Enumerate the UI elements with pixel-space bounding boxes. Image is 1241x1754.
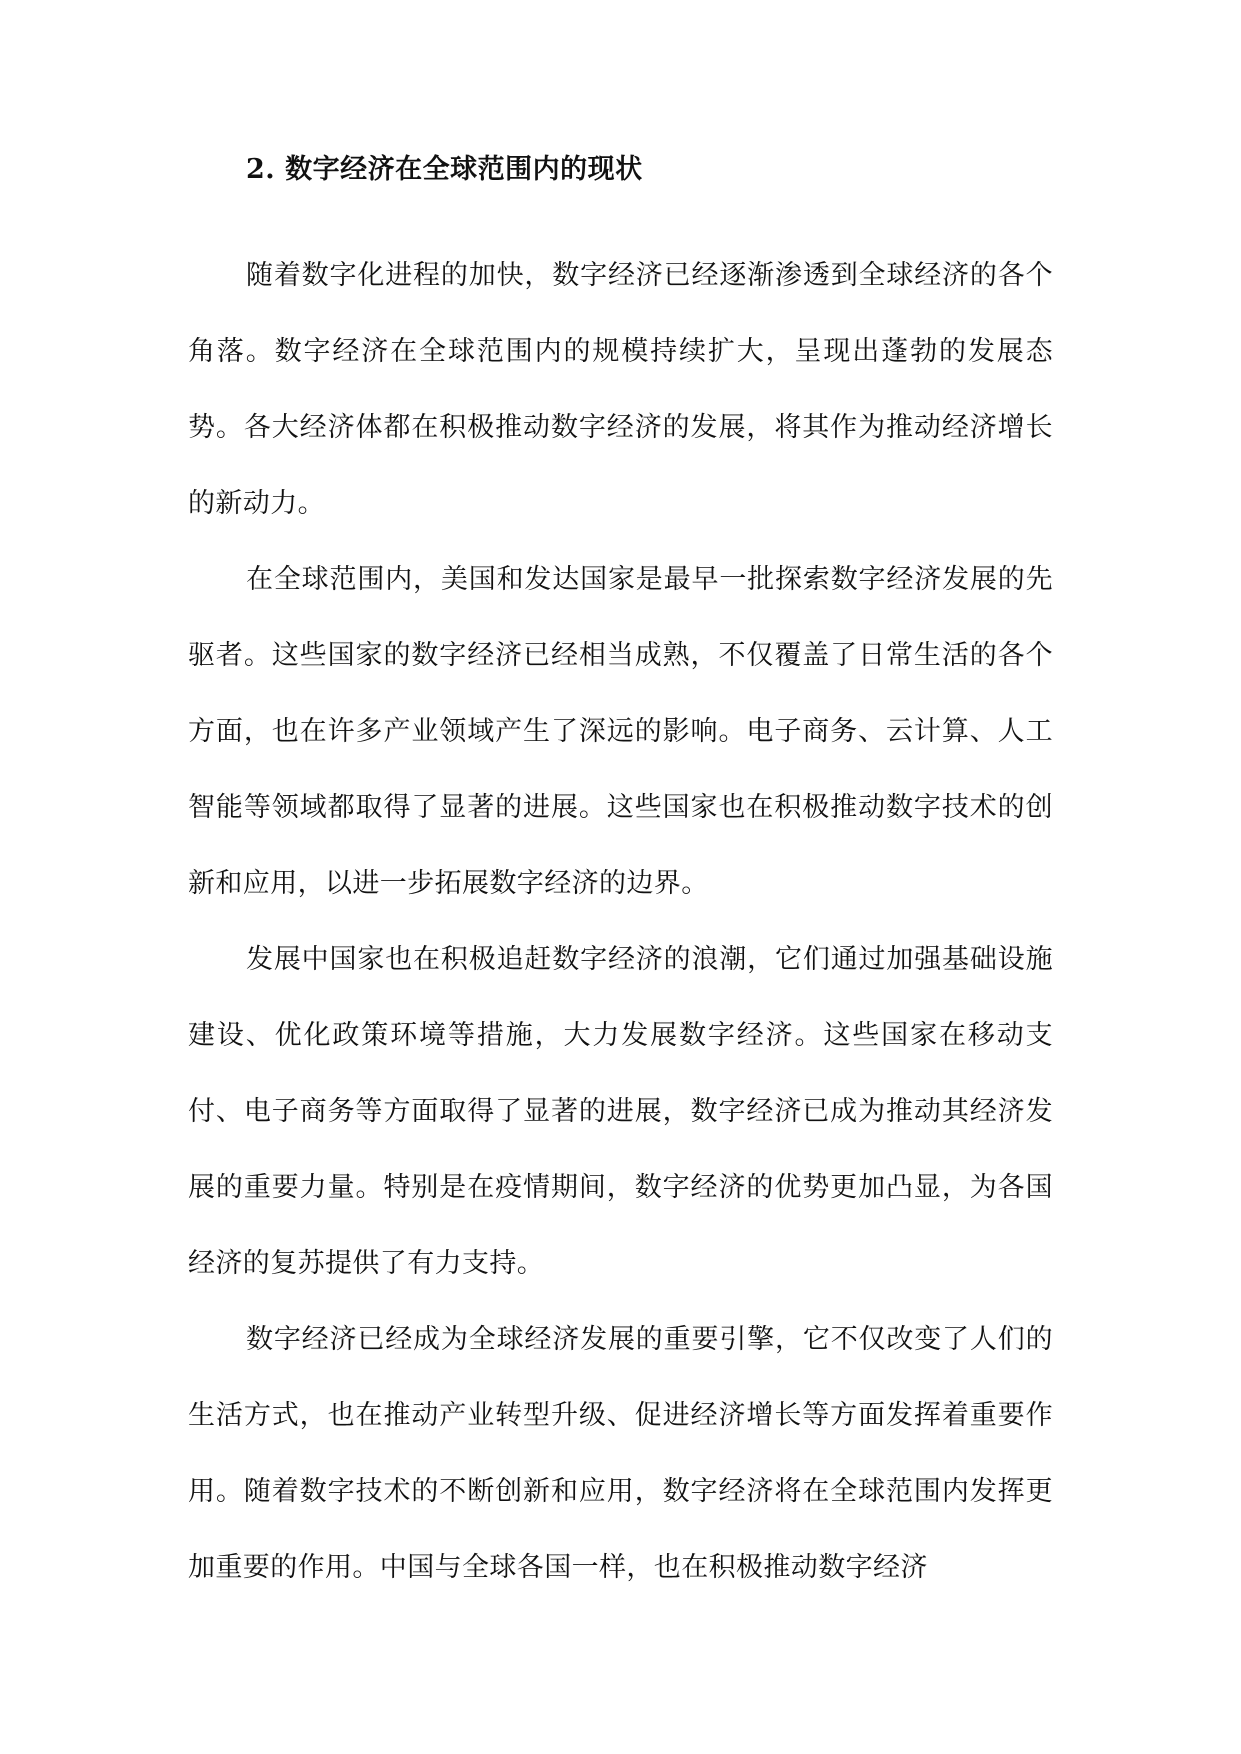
body-paragraph-4: 数字经济已经成为全球经济发展的重要引擎，它不仅改变了人们的生活方式，也在推动产业转型升级、促进经济增长等方面发挥着重要作用。随着数字技术的不断创新和应用，数字经济将在全球范围内发挥更加重要的作用。中国与全球各国一样，也在积极推动数字经济 (188, 1324, 1053, 1583)
section-heading: 2. 数字经济在全球范围内的现状 (246, 154, 643, 185)
body-paragraph-3: 发展中国家也在积极追赶数字经济的浪潮，它们通过加强基础设施建设、优化政策环境等措施，大力发展数字经济。这些国家在移动支付、电子商务等方面取得了显著的进展，数字经济已成为推动其经济发展的重要力量。特别是在疫情期间，数字经济的优势更加凸显，为各国经济的复苏提供了有力支持。 (188, 944, 1053, 1279)
body-paragraph-1: 随着数字化进程的加快，数字经济已经逐渐渗透到全球经济的各个角落。数字经济在全球范围内的规模持续扩大，呈现出蓬勃的发展态势。各大经济体都在积极推动数字经济的发展，将其作为推动经济增长的新动力。 (188, 260, 1053, 519)
body-paragraph-2: 在全球范围内，美国和发达国家是最早一批探索数字经济发展的先驱者。这些国家的数字经济已经相当成熟，不仅覆盖了日常生活的各个方面，也在许多产业领域产生了深远的影响。电子商务、云计算、人工智能等领域都取得了显著的进展。这些国家也在积极推动数字技术的创新和应用，以进一步拓展数字经济的边界。 (188, 564, 1053, 899)
